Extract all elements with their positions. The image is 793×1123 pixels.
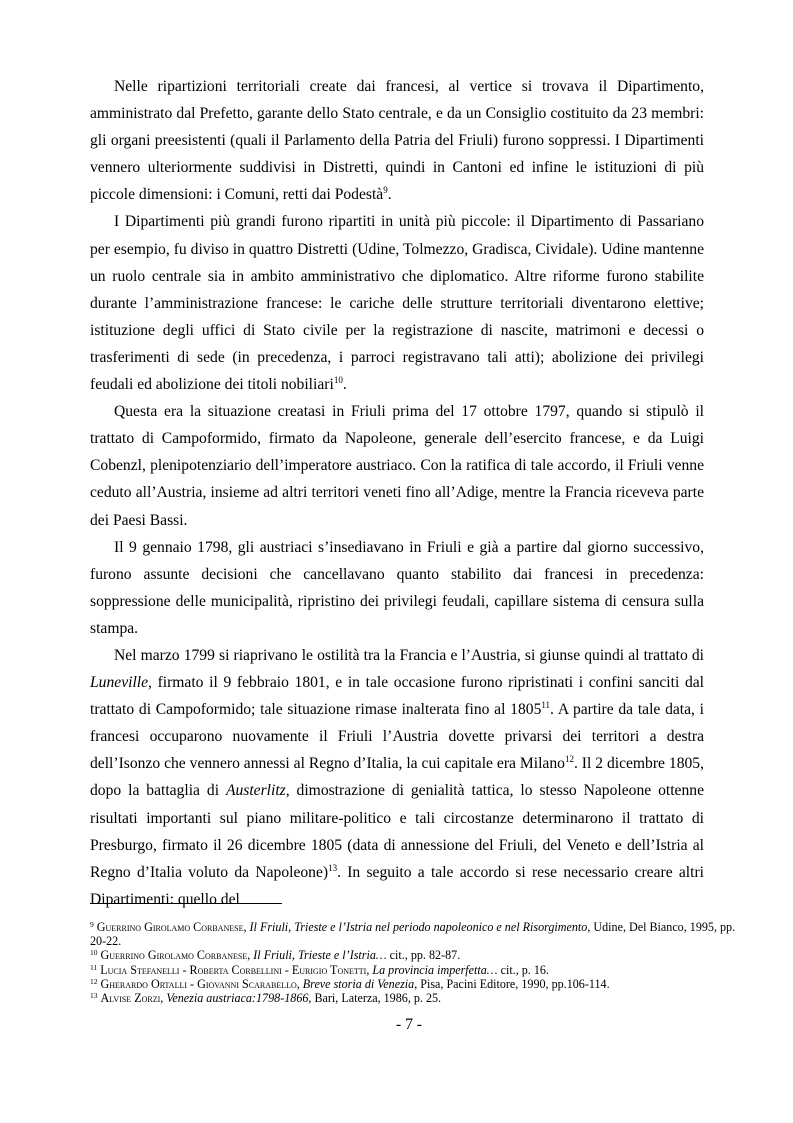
footnote-author: Guerrino Girolamo Corbanese xyxy=(96,920,244,934)
italic-term: Luneville xyxy=(90,674,149,692)
italic-term: Austerlitz xyxy=(225,782,286,800)
footnote: $^{12}$ Gherardo Ortalli - Giovanni Scarabello, Breve storia di Venezia, Pisa, Pacini Editore, 1990, pp.106-114. xyxy=(90,976,610,991)
footnote-ref[interactable]: 9 xyxy=(383,185,388,196)
footnote-title: Breve storia di Venezia xyxy=(302,976,415,991)
footnote-author: Guerrino Girolamo Corbanese xyxy=(100,948,248,963)
footnote-title: Il Friuli, Trieste e l’Istria… xyxy=(253,948,387,963)
footnote-title: Il Friuli, Trieste e l’Istria nel periodo napoleonico e nel Risorgimento xyxy=(249,920,588,934)
footnote: $^{10}$ Guerrino Girolamo Corbanese, Il Friuli, Trieste e l’Istria… cit., pp. 82-87. xyxy=(90,948,461,963)
footnote-author: Alvise Zorzi xyxy=(100,991,161,1006)
footnote: $^{13}$ Alvise Zorzi, Venezia austriaca:1798-1866, Bari, Laterza, 1986, p. 25. xyxy=(90,991,442,1006)
paragraph: Questa era la situazione creatasi in Friuli prima del 17 ottobre 1797, quando si stipulò il trattato di Campoformido, firmato da Napoleone, generale dell’esercito francese, e da Luigi Cobenzl, plenipotenziario dell’imperatore austriaco. Con la ratifica di tale accordo, il Friuli venne ceduto all’Austria, insieme ad altri territori veneti fino all’Adige, mentre la Francia riceveva parte dei Paesi Bassi. xyxy=(90,403,704,529)
footnote-ref[interactable]: 10 xyxy=(333,375,343,386)
page-number: - 7 - xyxy=(396,1016,422,1033)
paragraph: I Dipartimenti più grandi furono ripartiti in unità più piccole: il Dipartimento di Passariano per esempio, fu diviso in quattro Distretti (Udine, Tolmezzo, Gradisca, Cividale). Udine mantenne un ruolo centrale sia in ambito amministrativo che diplomatico. Altre riforme furono stabilite durante l’amministrazione francese: le cariche delle strutture territoriali diventarono elettive; istituzione degli uffici di Stato civile per la registrazione di nascite, matrimoni e decessi o trasferimenti di sede (in precedenza, i parroci registravano tali atti); abolizione dei privilegi feudali ed abolizione dei titoli nobiliari$^{10}$. xyxy=(90,213,704,394)
footnote-title: Venezia austriaca:1798-1866 xyxy=(166,991,309,1006)
footnote-ref[interactable]: 12 xyxy=(564,754,574,765)
footnote-separator xyxy=(90,903,282,904)
footnotes xyxy=(90,920,740,1005)
footnote-title: La provincia imperfetta… xyxy=(372,962,498,977)
footnote: $^{11}$ Lucia Stefanelli - Roberta Corbellini - Eurigio Tonetti, La provincia imperfetta… cit., p. 16. xyxy=(90,962,549,977)
footnote-ref[interactable]: 13 xyxy=(328,862,338,873)
paragraph: Il 9 gennaio 1798, gli austriaci s’insediavano in Friuli e già a partire dal giorno successivo, furono assunte decisioni che cancellavano quanto stabilito dai francesi in precedenza: soppressione delle municipalità, ripristino dei privilegi feudali, capillare sistema di censura sulla stampa. xyxy=(90,538,704,637)
paragraph: Nel marzo 1799 si riaprivano le ostilità tra la Francia e l’Austria, si giunse quindi al trattato di Luneville, firmato il 9 febbraio 1801, e in tale occasione furono ripristinati i confini sanciti dal trattato di Campoformido; tale situazione rimase inalterata fino al 1805$^{11}$. A partire da tale data, i francesi occuparono nuovamente il Friuli l’Austria dovette privarsi dei territori a destra dell’Isonzo che vennero annessi al Regno d’Italia, la cui capitale era Milano$^{12}$. Il 2 dicembre 1805, dopo la battaglia di Austerlitz, dimostrazione di genialità tattica, lo stesso Napoleone ottenne risultati importanti sul piano militare-politico e tali circostanze determinarono il trattato di Presburgo, firmato il 26 dicembre 1805 (data di annessione del Friuli, del Veneto e dell’Istria al Regno d’Italia voluto da Napoleone)$^{13}$. In seguito a tale accordo si rese necessario creare altri Dipartimenti: quello del xyxy=(90,646,705,908)
footnote-author: Lucia Stefanelli - Roberta Corbellini - Eurigio Tonetti xyxy=(100,962,367,977)
body-text xyxy=(90,73,704,913)
paragraph: Nelle ripartizioni territoriali create dai francesi, al vertice si trovava il Dipartimento, amministrato dal Prefetto, garante dello Stato centrale, e da un Consiglio costituito da 23 membri: gli organi preesistenti (quali il Parlamento della Patria del Friuli) furono soppressi. I Dipartimenti vennero ulteriormente suddivisi in Distretti, quindi in Cantoni ed infine le istituzioni di più piccole dimensioni: i Comuni, retti dai Podestà$^9$. xyxy=(90,78,704,204)
footnote-ref[interactable]: 11 xyxy=(541,700,551,711)
footnote-author: Gherardo Ortalli - Giovanni Scarabello xyxy=(100,976,297,991)
footnote: $^9$ Guerrino Girolamo Corbanese, Il Friuli, Trieste e l’Istria nel periodo napoleonico e nel Risorgimento, Udine, Del Bianco, 1995, pp. 20-22. xyxy=(90,920,736,949)
